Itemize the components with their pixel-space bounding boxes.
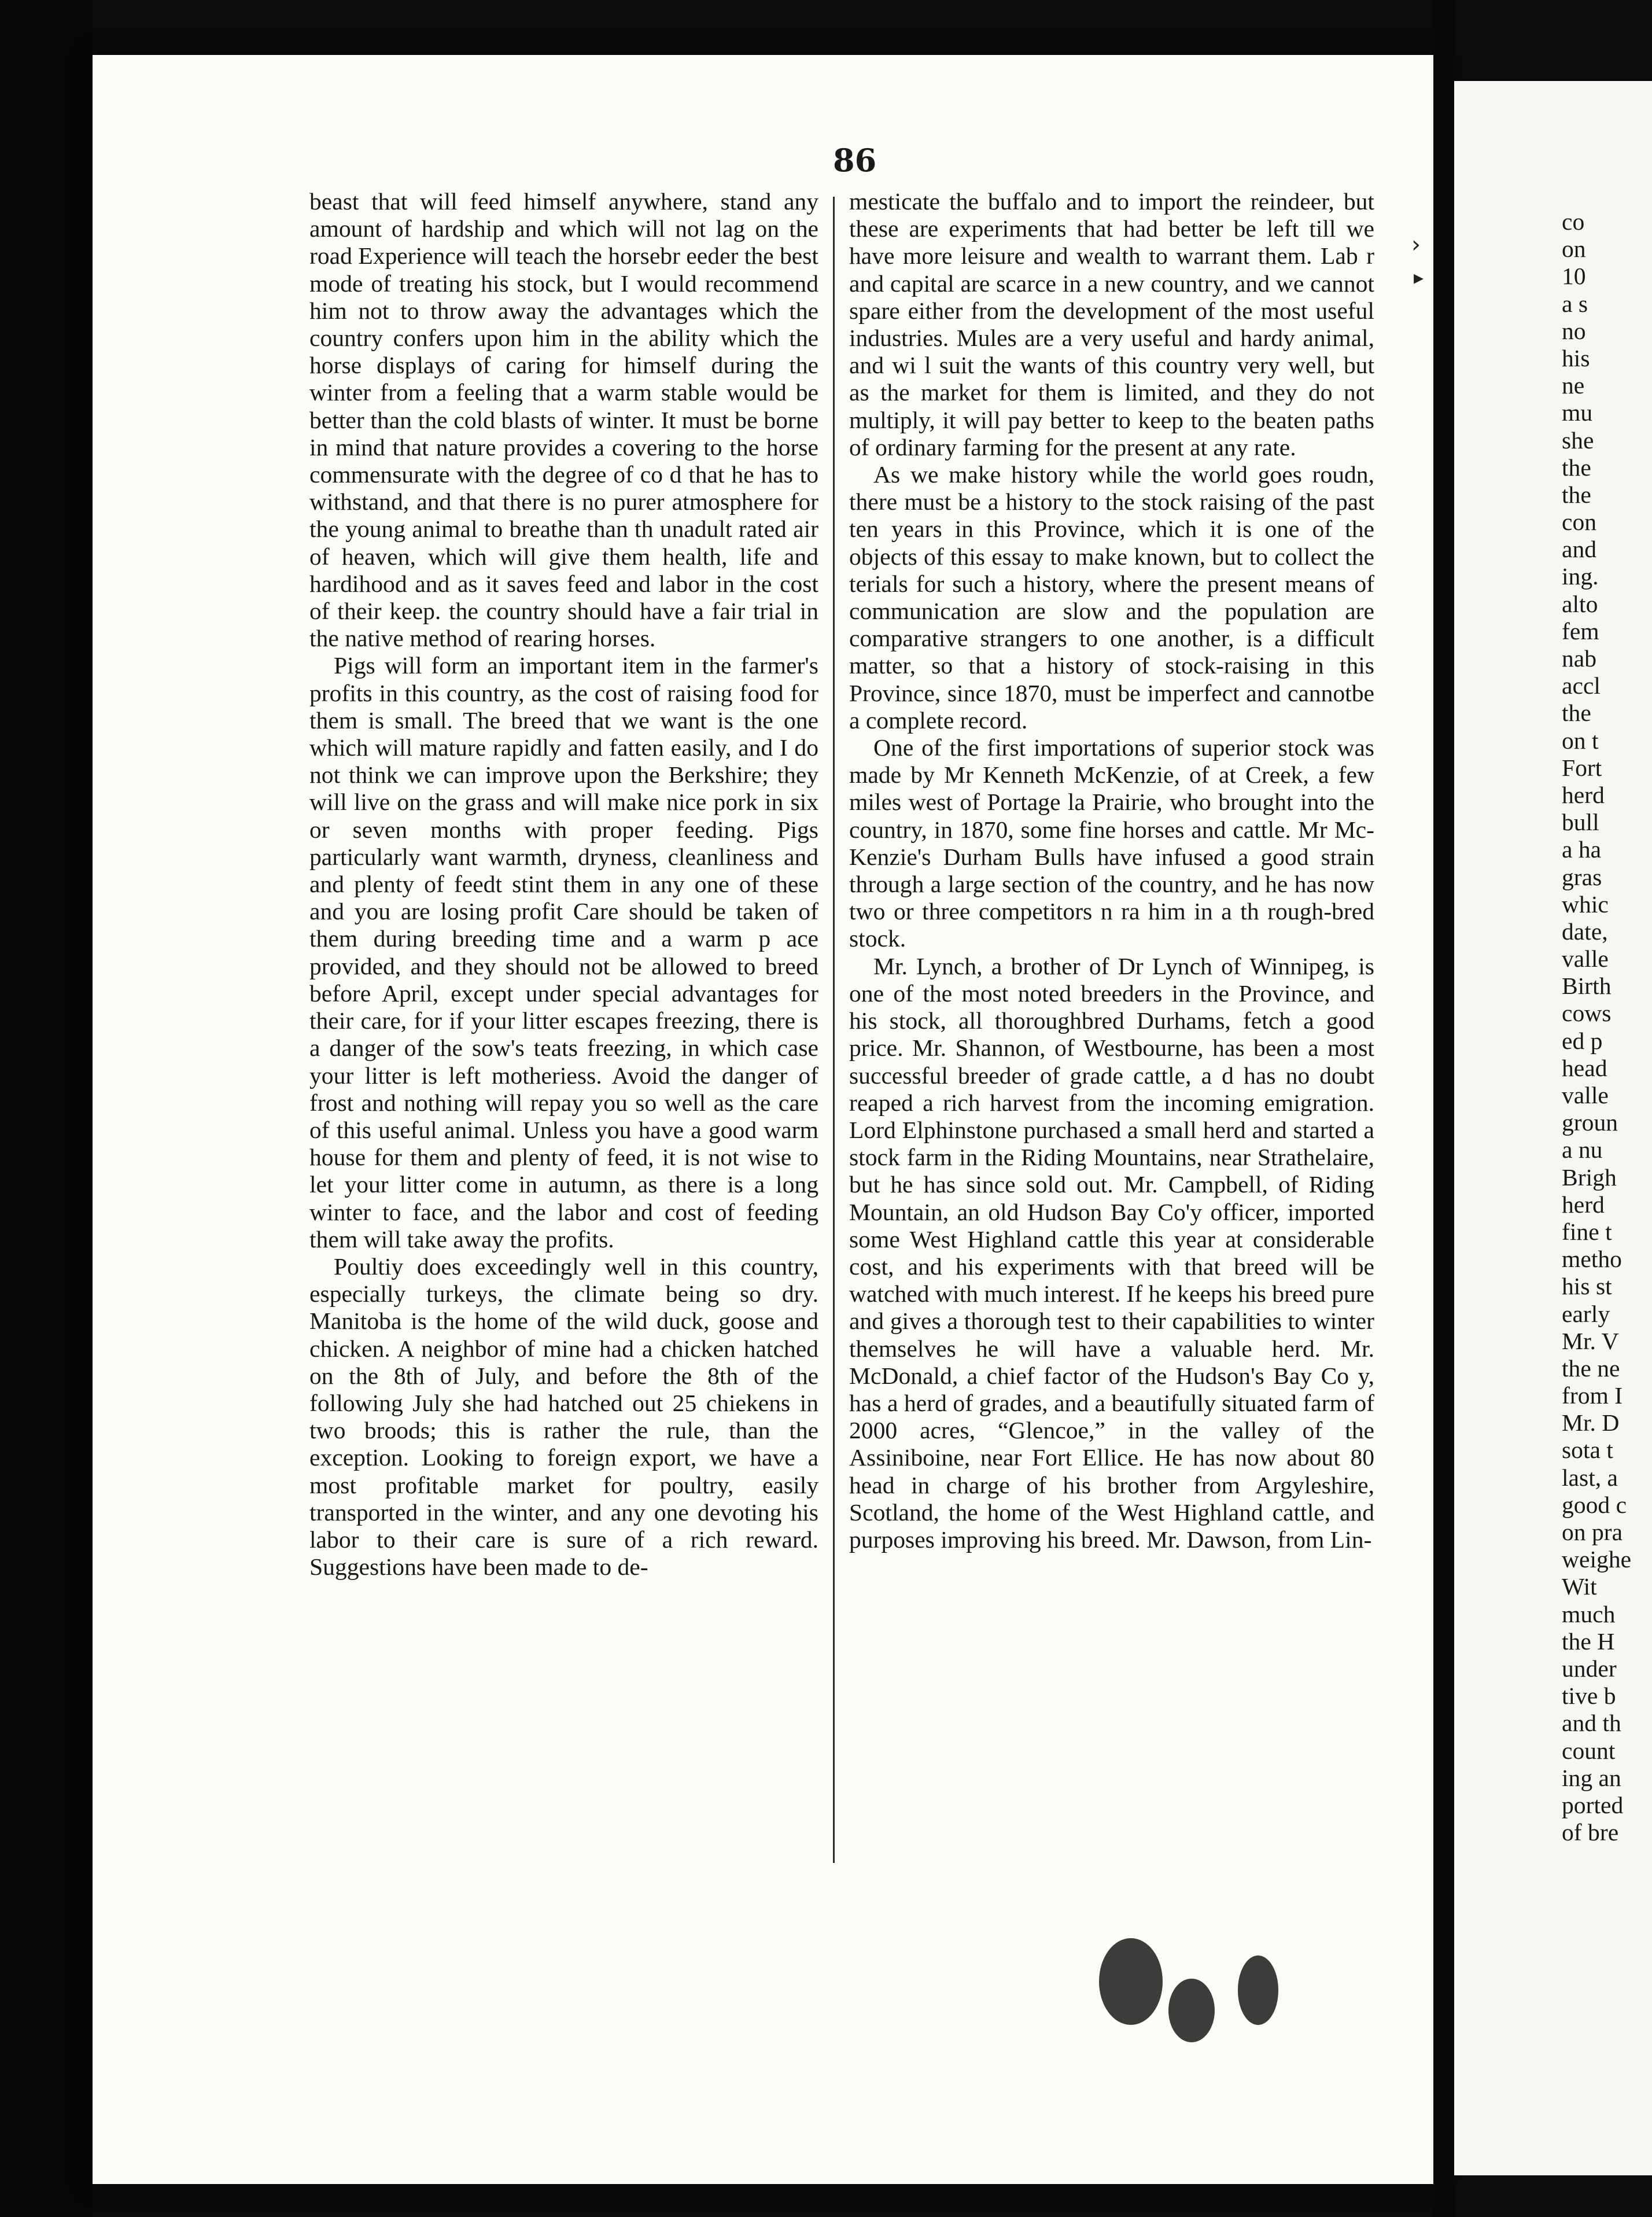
margin-mark-arrow: ▸ [1414, 266, 1424, 289]
facing-page-line: nab [1562, 645, 1597, 672]
column-divider [833, 197, 835, 1863]
facing-page-line: valle [1562, 1082, 1609, 1108]
facing-page-line: bull [1562, 809, 1599, 836]
facing-page-line: from I [1562, 1382, 1623, 1409]
facing-page-line: alto [1562, 590, 1598, 617]
middle-column [849, 188, 1374, 1553]
facing-page-line: last, a [1562, 1464, 1618, 1491]
page-number: 86 [833, 142, 877, 179]
facing-page-line: of bre [1562, 1819, 1619, 1846]
facing-page-line: tive b [1562, 1682, 1616, 1710]
facing-page-line: ed p [1562, 1027, 1603, 1054]
facing-page-line: on t [1562, 727, 1599, 754]
facing-page-line: a s [1562, 290, 1588, 317]
facing-page-line: ne [1562, 372, 1585, 399]
facing-page-line: she [1562, 426, 1594, 454]
left-paragraph-2: Pigs will form an important item in the farmer's profits in this country, as the cost of raising food for them is small. The breed that we want is the one which will mature rapidly and fatten easily, and I do not think we can improve upon the Berkshire; they will live on the grass and will make nice pork in six or seven months with proper feeding. Pigs particularly want warmth, dryness, cleanliness and and plenty of feedt stint them in any one of these and you are losing profit Care should be taken of them during breeding time and a warm p ace provided, and they should not be allowed to breed before April, except under special advantages for their care, for if your litter escapes freezing, there is a danger of the sow's teats freezing, in which case your litter is left motheriess. Avoid the danger of frost and nothing will repay you so well as the care of this useful animal. Unless you have a good warm house for them and plenty of feed, it is not wise to let your litter come in autumn, as there is a long winter to face, and the labor and cost of feeding them will take away the profits. [309, 652, 818, 1253]
scan-smudge [1099, 1938, 1163, 2025]
facing-page-line: no [1562, 317, 1586, 344]
facing-page-line: count [1562, 1737, 1616, 1764]
scan-left-border [0, 0, 93, 2217]
facing-page-fragments [1562, 208, 1652, 1846]
facing-page-line: a nu [1562, 1136, 1603, 1163]
facing-page-line: ing an [1562, 1764, 1621, 1791]
facing-page-line: early [1562, 1300, 1610, 1327]
facing-page-line: much [1562, 1600, 1616, 1627]
facing-page-line: herd [1562, 781, 1605, 808]
facing-page-line: the [1562, 454, 1591, 481]
facing-page-line: Fort [1562, 754, 1602, 781]
facing-page-line: fine t [1562, 1218, 1612, 1245]
facing-page-line: herd [1562, 1191, 1605, 1218]
facing-page-line: date, [1562, 918, 1608, 945]
facing-page-line: con [1562, 509, 1597, 536]
facing-page-line: the ne [1562, 1354, 1620, 1382]
facing-page-line: whic [1562, 890, 1609, 918]
facing-page-line: Wit [1562, 1573, 1597, 1600]
facing-page-line: mu [1562, 399, 1593, 426]
scan-smudge [1168, 1979, 1215, 2042]
middle-paragraph-1: mesticate the buffalo and to import the reindeer, but these are experiments that had better be left till we have more leisure and wealth to warrant them. Lab r and capital are scarce in a new country, and we cannot spare either from the development of the most useful industries. Mules are a very useful and hardy animal, and wi l suit the wants of this country very well, but as the market for them is limited, and they do not multiply, it will pay better to keep to the beaten paths of ordinary farming for the present at any rate. [849, 188, 1374, 461]
facing-page-line: and [1562, 536, 1597, 563]
facing-page-line: fem [1562, 617, 1599, 645]
middle-paragraph-4: Mr. Lynch, a brother of Dr Lynch of Winnipeg, is one of the most noted breeders in the Province, and his stock, all thoroughbred Durhams, fetch a good price. Mr. Shannon, of Westbourne, has been a most successful breeder of grade cattle, a d has no doubt reaped a rich harvest from the incoming emigration. Lord Elphinstone purchased a small herd and started a stock farm in the Riding Mountains, near Strathelaire, but he has since sold out. Mr. Campbell, of Riding Mountain, an old Hudson Bay Co'y officer, imported some West Highland cattle this year at considerable cost, and his experiments with that breed will be watched with much interest. If he keeps his breed pure and gives a thorough test to their capabilities to winter themselves he will have a valuable herd. Mr. McDonald, a chief factor of the Hudson's Bay Co y, has a herd of grades, and a beautifully situated farm of 2000 acres, “Glencoe,” in the valley of the Assiniboine, near Fort Ellice. He has now about 80 head in charge of his brother from Argyleshire, Scotland, the home of the West Highland cattle, and purposes improving his breed. Mr. Dawson, from Lin- [849, 952, 1374, 1553]
left-paragraph-1: beast that will feed himself anywhere, stand any amount of hardship and which will not lag on the road Experience will teach the horsebr eeder the best mode of treating his stock, but I would recommend him not to throw away the advantages which the country confers upon him in the ability which the horse displays of caring for himself during the winter from a feeling that a warm stable would be better than the cold blasts of winter. It must be borne in mind that nature provides a covering to the horse commensurate with the degree of co d that he has to withstand, and that there is no purer atmosphere for the young animal to breathe than th unadult rated air of heaven, which will give them health, life and hardihood and as it saves feed and labor in the cost of their keep. the country should have a fair trial in the native method of rearing horses. [309, 188, 818, 652]
facing-page-line: his [1562, 344, 1590, 371]
left-column [309, 188, 818, 1581]
margin-mark: › [1411, 231, 1421, 258]
facing-page-line: valle [1562, 945, 1609, 973]
facing-page-line: the H [1562, 1627, 1615, 1655]
facing-page-line: ing. [1562, 563, 1599, 590]
left-paragraph-3: Poultiy does exceedingly well in this country, especially turkeys, the climate being so dry. Manitoba is the home of the wild duck, goose and chicken. A neighbor of mine had a chicken hatched on the 8th of July, and before the 8th of the following July she had hatched out 25 chiekens in two broods; this is rather the rule, than the exception. Looking to foreign export, we have a most profitable market for poultry, easily transported in the winter, and any one devoting his labor to their care is sure of a rich reward. Suggestions have been made to de- [309, 1253, 818, 1581]
middle-paragraph-2: As we make history while the world goes roudn, there must be a history to the stock raising of the past ten years in this Province, which it is one of the objects of this essay to make known, but to collect the terials for such a history, where the present means of communication are slow and the population are comparative strangers to one another, is a difficult matter, so that a history of stock-raising in this Province, since 1870, must be imperfect and cannotbe a complete record. [849, 461, 1374, 734]
facing-page-line: 10 [1562, 263, 1586, 290]
facing-page-line: groun [1562, 1109, 1618, 1136]
facing-page-line: sota t [1562, 1437, 1613, 1464]
facing-page-line: his st [1562, 1273, 1612, 1300]
facing-page-line: the [1562, 699, 1591, 727]
middle-paragraph-3: One of the first importations of superior stock was made by Mr Kenneth McKenzie, of at Creek, a few miles west of Portage la Prairie, who brought into the country, in 1870, some fine horses and cattle. Mr Mc-Kenzie's Durham Bulls have infused a good strain through a large section of the country, and he has now two or three competitors n ra him in a th rough-bred stock. [849, 734, 1374, 952]
facing-page-line: accl [1562, 672, 1601, 699]
facing-page-line: the [1562, 481, 1591, 508]
facing-page-line: cows [1562, 1000, 1612, 1027]
facing-page-line: weighe [1562, 1546, 1632, 1573]
facing-page-line: Mr. V [1562, 1327, 1619, 1354]
facing-page-line: on [1562, 235, 1586, 263]
facing-page-line: Birth [1562, 973, 1612, 1000]
facing-page-line: a ha [1562, 836, 1602, 863]
facing-page-line: on pra [1562, 1519, 1623, 1545]
book-gutter [1433, 0, 1454, 2217]
scan-smudge [1238, 1955, 1278, 2025]
facing-page-line: head [1562, 1054, 1607, 1081]
facing-page-line: metho [1562, 1246, 1622, 1273]
facing-page-line: Mr. D [1562, 1409, 1620, 1437]
facing-page-line: co [1562, 208, 1585, 235]
facing-page-line: Brigh [1562, 1163, 1617, 1191]
facing-page-line: and th [1562, 1710, 1621, 1737]
facing-page-line: under [1562, 1655, 1617, 1682]
facing-page-line: gras [1562, 863, 1602, 890]
facing-page-line: good c [1562, 1491, 1627, 1518]
facing-page-line: ported [1562, 1791, 1624, 1818]
